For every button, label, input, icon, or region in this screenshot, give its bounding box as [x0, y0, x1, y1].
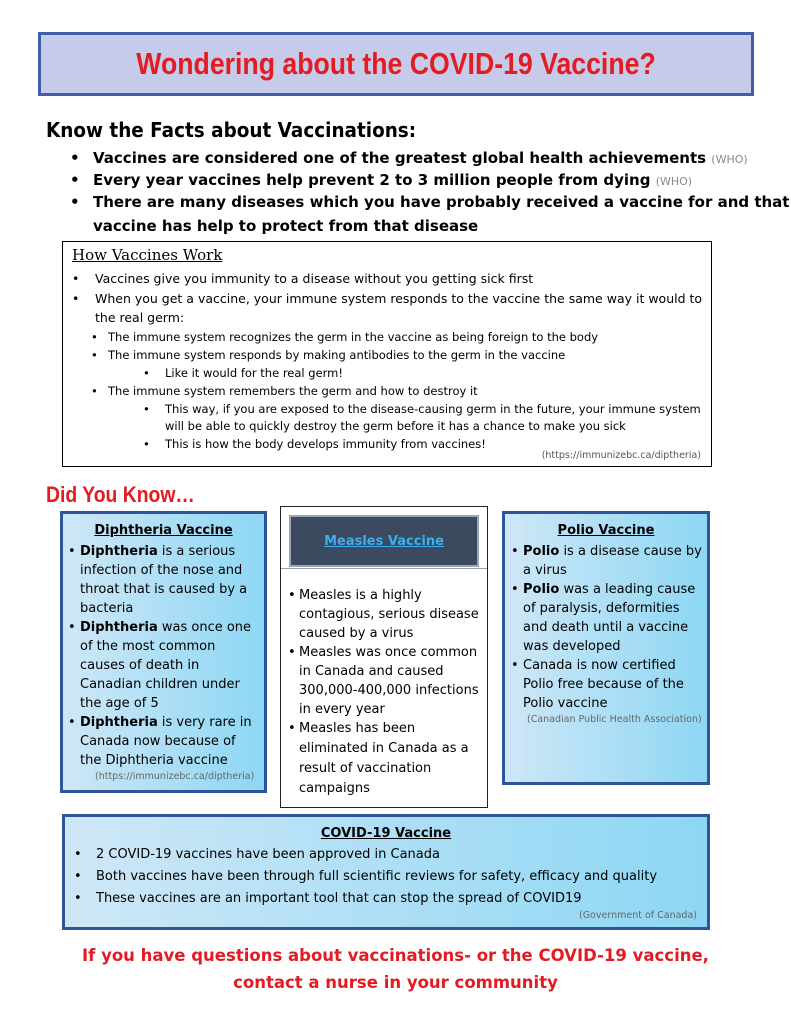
bullet-icon: • [511, 544, 519, 559]
measles-title-link[interactable]: Measles Vaccine [324, 533, 444, 549]
polio-text: Polio free because of the [523, 677, 684, 692]
polio-text: was a leading cause [559, 582, 696, 597]
diphtheria-text: the Diphtheria vaccine [80, 753, 228, 768]
bullet-icon: • [70, 171, 80, 189]
measles-text: result of vaccination [299, 761, 432, 776]
bullet-icon: • [68, 620, 76, 635]
how-line: the real germ: [95, 310, 185, 325]
page-title: Wondering about the COVID-19 Vaccine? [136, 46, 656, 81]
measles-text: eliminated in Canada as a [299, 741, 469, 756]
covid-source: (Government of Canada) [578, 910, 697, 921]
diphtheria-text: Canada now because of [80, 734, 236, 749]
diphtheria-text: is very rare in [157, 715, 252, 730]
measles-text: Measles has been [299, 721, 416, 736]
measles-header [289, 515, 479, 567]
polio-source: (Canadian Public Health Association) [527, 714, 702, 725]
how-source: (https://immunizebc.ca/diptheria) [541, 450, 701, 461]
how-line: Like it would for the real germ! [165, 366, 343, 380]
how-line: Vaccines give you immunity to a disease without you getting sick first [95, 271, 534, 286]
covid-text: Both vaccines have been through full scientific reviews for safety, efficacy and quality [96, 869, 658, 884]
polio-text: Canada is now certified [523, 658, 676, 673]
how-vaccines-work-box [62, 241, 712, 467]
divider [281, 568, 487, 569]
bullet-icon: • [288, 645, 296, 660]
measles-text: in Canada and caused [299, 664, 444, 679]
diphtheria-bold: Diphtheria [80, 544, 158, 559]
bullet-icon: • [288, 721, 296, 736]
diphtheria-text: throat that is caused by a [80, 582, 248, 597]
how-line: The immune system remembers the germ and how to destroy it [108, 384, 478, 398]
diphtheria-bold: Diphtheria [80, 715, 158, 730]
diphtheria-text: the age of 5 [80, 696, 159, 711]
polio-text: Polio vaccine [523, 696, 608, 711]
bottom-message-line2: contact a nurse in your community [233, 973, 558, 992]
bullet-icon: • [91, 330, 98, 344]
bullet-icon: • [511, 658, 519, 673]
bullet-icon: • [68, 715, 76, 730]
measles-text: Measles is a highly [299, 588, 422, 603]
diphtheria-text: causes of death in [80, 658, 200, 673]
measles-text: contagious, serious disease [299, 607, 479, 622]
covid-text: 2 COVID-19 vaccines have been approved in Canada [96, 847, 440, 862]
bullet-icon: • [70, 149, 80, 167]
covid-text: These vaccines are an important tool that can stop the spread of COVID19 [96, 891, 582, 906]
polio-text: was developed [523, 639, 621, 654]
diphtheria-title: Diphtheria Vaccine [94, 523, 233, 538]
diphtheria-card [60, 511, 267, 793]
bullet-icon: • [74, 891, 82, 906]
how-line: When you get a vaccine, your immune system responds to the vaccine the same way it would to [95, 291, 703, 306]
bullet-icon: • [70, 193, 80, 211]
how-line: will be able to quickly destroy the germ before it has a chance to make you sick [165, 419, 626, 433]
diphtheria-source: (https://immunizebc.ca/diptheria) [95, 771, 255, 782]
bullet-icon: • [74, 847, 82, 862]
diphtheria-text: was once one [157, 620, 252, 635]
bullet-icon: • [143, 366, 150, 380]
bullet-icon: • [288, 588, 296, 603]
covid-title: COVID-19 Vaccine [320, 826, 452, 841]
polio-title: Polio Vaccine [557, 523, 655, 538]
measles-text: in every year [299, 702, 385, 717]
fact-source: (WHO) [655, 175, 693, 188]
bullet-icon: • [143, 437, 150, 451]
title-banner [38, 32, 754, 96]
diphtheria-text: Canadian children under [80, 677, 240, 692]
polio-text: of paralysis, deformities [523, 601, 680, 616]
how-title: How Vaccines Work [72, 246, 223, 264]
diphtheria-text: of the most common [80, 639, 216, 654]
measles-text: caused by a virus [299, 626, 414, 641]
diphtheria-text: infection of the nose and [80, 563, 243, 578]
polio-card [502, 511, 710, 785]
covid-card [62, 814, 710, 930]
bottom-message-line1: If you have questions about vaccinations- or the COVID-19 vaccine, [82, 946, 709, 965]
bullet-icon: • [68, 544, 76, 559]
polio-bold: Polio [523, 582, 560, 597]
diphtheria-text: bacteria [80, 601, 134, 616]
how-line-emphasis: This is how the body develops immunity from vaccines! [165, 437, 486, 451]
bullet-icon: • [91, 348, 98, 362]
polio-text: is a disease cause by [559, 544, 702, 559]
polio-text: and death until a vaccine [523, 620, 689, 635]
polio-bold: Polio [523, 544, 560, 559]
did-you-know-heading: Did You Know… [46, 482, 195, 507]
measles-card [280, 506, 488, 808]
fact-text-cont: vaccine has help to protect from that disease [93, 217, 479, 235]
polio-text: a virus [523, 563, 567, 578]
bullet-icon: • [72, 291, 80, 306]
bullet-icon: • [511, 582, 519, 597]
bullet-icon: • [91, 384, 98, 398]
diphtheria-text: is a serious [157, 544, 236, 559]
measles-text: Measles was once common [299, 645, 478, 660]
how-line: This way, if you are exposed to the disease-causing germ in the future, your immune system [165, 402, 701, 416]
bullet-icon: • [72, 271, 80, 286]
fact-text: Vaccines are considered one of the greatest global health achievements [93, 149, 707, 167]
diphtheria-bold: Diphtheria [80, 620, 158, 635]
fact-text: There are many diseases which you have probably received a vaccine for and that [93, 193, 790, 211]
bullet-icon: • [74, 869, 82, 884]
bullet-icon: • [143, 402, 150, 416]
fact-text: Every year vaccines help prevent 2 to 3 million people from dying [93, 171, 651, 189]
how-line: The immune system recognizes the germ in the vaccine as being foreign to the body [108, 330, 599, 344]
measles-text: campaigns [299, 781, 370, 796]
how-line: The immune system responds by making antibodies to the germ in the vaccine [108, 348, 566, 362]
fact-source: (WHO) [711, 153, 748, 166]
measles-text: 300,000-400,000 infections [299, 683, 479, 698]
facts-heading: Know the Facts about Vaccinations: [46, 118, 417, 142]
